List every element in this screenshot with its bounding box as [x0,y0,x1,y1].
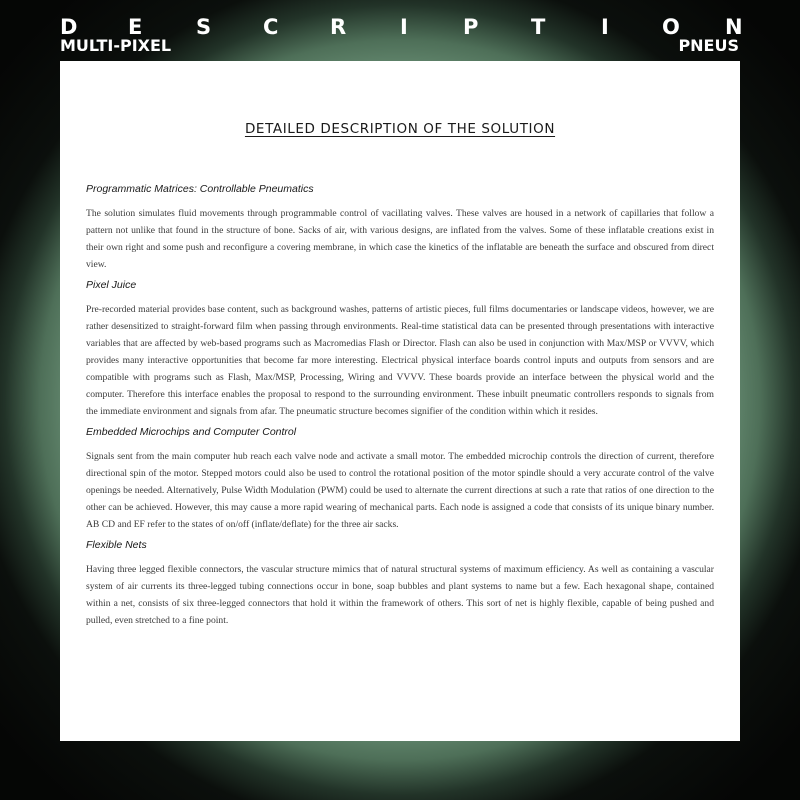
section-heading: Programmatic Matrices: Controllable Pneumatics [86,183,314,195]
header-letter-d: D [60,15,78,39]
section-body: The solution simulates fluid movements through programmable control of vacillating valves. These valves are housed in a network of capillaries that follow a pattern not unlike that found in the structure of bone. Sacks of air, with various designs, are inflated from the valves. Some of these inflatable creations exist in their own right and some push and reconfigure a covering membrane, in which case the kinetics of the inflatable are beneath the surface and obscured from direct view. [86,208,714,270]
section-flexible-nets [86,539,714,629]
section-heading: Embedded Microchips and Computer Control [86,426,297,438]
section-heading: Pixel Juice [86,279,137,291]
header-letter-i-2: I [601,15,609,39]
document-title: DETAILED DESCRIPTION OF THE SOLUTION [244,121,556,137]
header-letter-s: S [196,15,212,39]
document-page [60,61,740,741]
header-letter-p: P [463,15,479,39]
header-letter-e: E [128,15,143,39]
header-letter-n: N [725,15,743,39]
section-body: Having three legged flexible connectors, the vascular structure mimics that of natural structural systems of maximum efficiency. As well as containing a vascular system of air currents its three-legged tubing connections occur in bone, soap bubbles and plant systems to name but a few. Each hexagonal shape, contained within a net, consists of six three-legged connectors that hold it within the framework of others. This sort of net is highly flexible, capable of being pushed and pulled, even stretched to a fine point. [86,564,714,626]
header-letter-i: I [400,15,408,39]
header-letter-o: O [662,15,680,39]
section-body: Signals sent from the main computer hub reach each valve node and activate a small motor. The embedded microchip controls the direction of current, therefore directional spin of the motor. Stepped motors could also be used to control the rotational position of the motor spindle should a very accurate control of the valve openings be needed. Alternatively, Pulse Width Modulation (PWM) could be used to alternate the current directions at such a rate that ratios of one direction to the other can be achieved. However, this may cause a more rapid wearing of mechanical parts. Each node is assigned a code that consists of its unique binary number. AB CD and EF refer to the states of on/off (inflate/deflate) for the three air sacks. [86,451,714,530]
section-embedded-microchips [86,426,714,533]
section-pixel-juice [86,279,714,420]
header-right-label: PNEUS [678,36,739,55]
header-letter-c: C [263,15,279,39]
section-body: Pre-recorded material provides base content, such as background washes, patterns of artistic pieces, full films documentaries or landscape videos, however, we are rather desensitized to straight-forward film when passing through environments. Real-time statistical data can be presented through presentations with interactive variables that are affected by web-based programs such as Macromedias Flash or Director. Flash can also be used in conjunction with Max/MSP or VVVV, which provides many interactive opportunities that become far more interesting. Electrical physical interface boards control inputs and outputs from sensors and are compatible with programs such as Flash, Max/MSP, Processing, Wiring and VVVV. These boards provide an interface between the physical world and the computer. Therefore this interface enables the proposal to respond to the surrounding environment. These inbuilt pneumatic controllers responds to signals from the immediate environment and signals from afar. The pneumatic structure becomes signifier of the condition within which it resides. [86,304,714,417]
document-content [86,183,714,635]
section-programmatic-matrices [86,183,714,273]
header-letter-t: T [531,15,546,39]
header-letter-r: R [330,15,347,39]
header-left-label: MULTI-PIXEL [60,36,172,55]
section-heading: Flexible Nets [86,539,147,551]
